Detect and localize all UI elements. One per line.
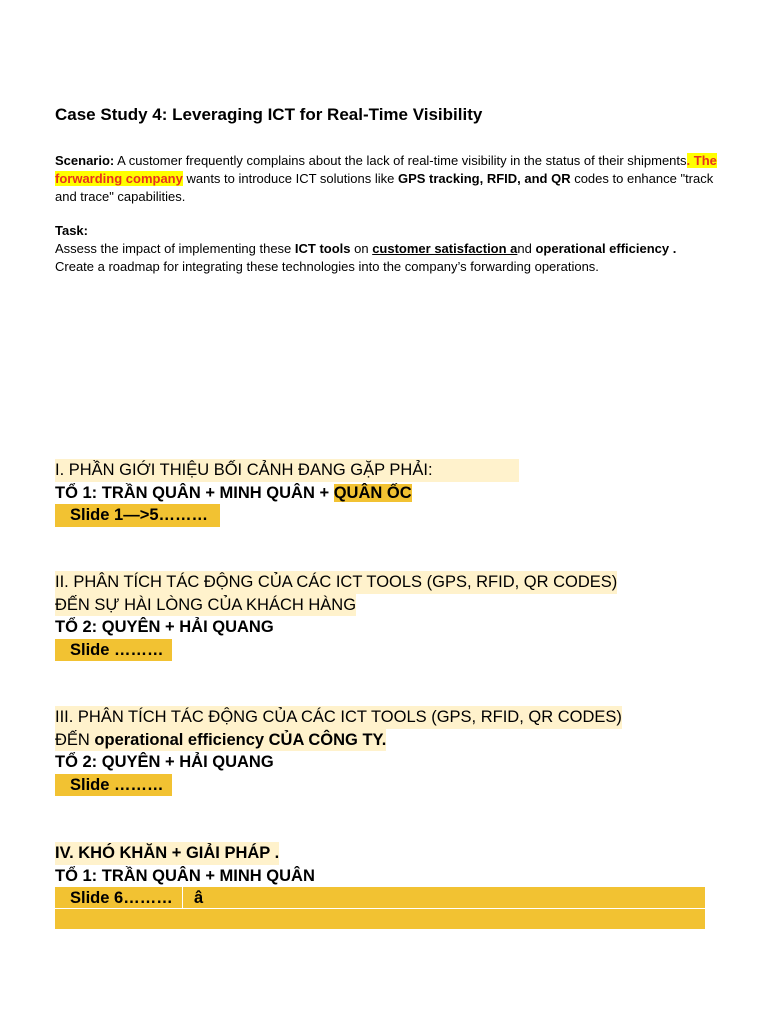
section-4-team: TỔ 1: TRẦN QUÂN + MINH QUÂN <box>55 866 315 885</box>
section-4-slide-note: â <box>194 889 204 907</box>
section-3-team: TỔ 2: QUYÊN + HẢI QUANG <box>55 753 274 771</box>
section-4-blank-row <box>55 909 705 929</box>
section-3-heading <box>55 729 386 752</box>
task-roadmap-line: Create a roadmap for integrating these technologies into the company’s forwarding operations. <box>55 259 599 274</box>
case-title: Case Study 4: Leveraging ICT for Real-Time Visibility <box>55 105 483 124</box>
section-2-heading: II. PHÂN TÍCH TÁC ĐỘNG CỦA CÁC ICT TOOLS (GPS, RFID, QR CODES) <box>55 571 617 594</box>
task-paragraph <box>55 222 725 276</box>
section-3-heading: III. PHÂN TÍCH TÁC ĐỘNG CỦA CÁC ICT TOOLS (GPS, RFID, QR CODES) <box>55 706 622 729</box>
heading-text: ĐẾN <box>55 730 95 749</box>
section-1 <box>55 459 519 527</box>
scenario-highlight: . The forwarding company <box>55 153 717 186</box>
heading-operational-efficiency: operational efficiency CỦA CÔNG TY. <box>94 730 387 749</box>
task-text: on <box>350 241 373 256</box>
scenario-text: A customer frequently complains about the lack of real-time visibility in the status of their shipments <box>114 153 687 168</box>
team-members: TỔ 1: TRẦN QUÂN + MINH QUÂN + <box>55 483 334 502</box>
task-assess-line <box>55 240 725 258</box>
section-1-team <box>55 482 519 505</box>
task-label: Task: <box>55 223 88 238</box>
task-text: nd <box>517 241 536 256</box>
section-4-heading: IV. KHÓ KHĂN + GIẢI PHÁP . <box>55 842 279 865</box>
section-1-slide: Slide 1—>5……… <box>55 504 220 527</box>
section-4-slide-label: Slide 6……… <box>70 889 173 907</box>
scenario-label: Scenario: <box>55 153 115 168</box>
team-member-highlight: QUÂN ỐC <box>333 483 412 502</box>
scenario-text: codes to enhance "track and trace" capabilities. <box>55 171 714 204</box>
section-3-slide: Slide ……… <box>55 774 172 797</box>
scenario-paragraph <box>55 152 725 206</box>
scenario-text: wants to introduce ICT solutions like <box>182 171 398 186</box>
section-1-heading: I. PHẦN GIỚI THIỆU BỐI CẢNH ĐANG GẶP PHẢI: <box>55 459 519 482</box>
task-customer-satisfaction: customer satisfaction a <box>372 241 518 256</box>
section-2-heading: ĐẾN SỰ HÀI LÒNG CỦA KHÁCH HÀNG <box>55 594 356 617</box>
section-2 <box>55 571 617 661</box>
section-4-slide <box>55 887 705 908</box>
section-4 <box>55 842 705 929</box>
section-2-slide: Slide ……… <box>55 639 172 662</box>
task-operational-efficiency: operational efficiency . <box>535 241 677 256</box>
scenario-technologies: GPS tracking, RFID, and QR <box>397 171 571 186</box>
task-ict-tools: ICT tools <box>291 241 351 256</box>
slide-divider <box>182 887 183 908</box>
section-3 <box>55 706 622 796</box>
task-text: Assess the impact of implementing these <box>55 241 292 256</box>
section-2-team: TỔ 2: QUYÊN + HẢI QUANG <box>55 618 274 636</box>
